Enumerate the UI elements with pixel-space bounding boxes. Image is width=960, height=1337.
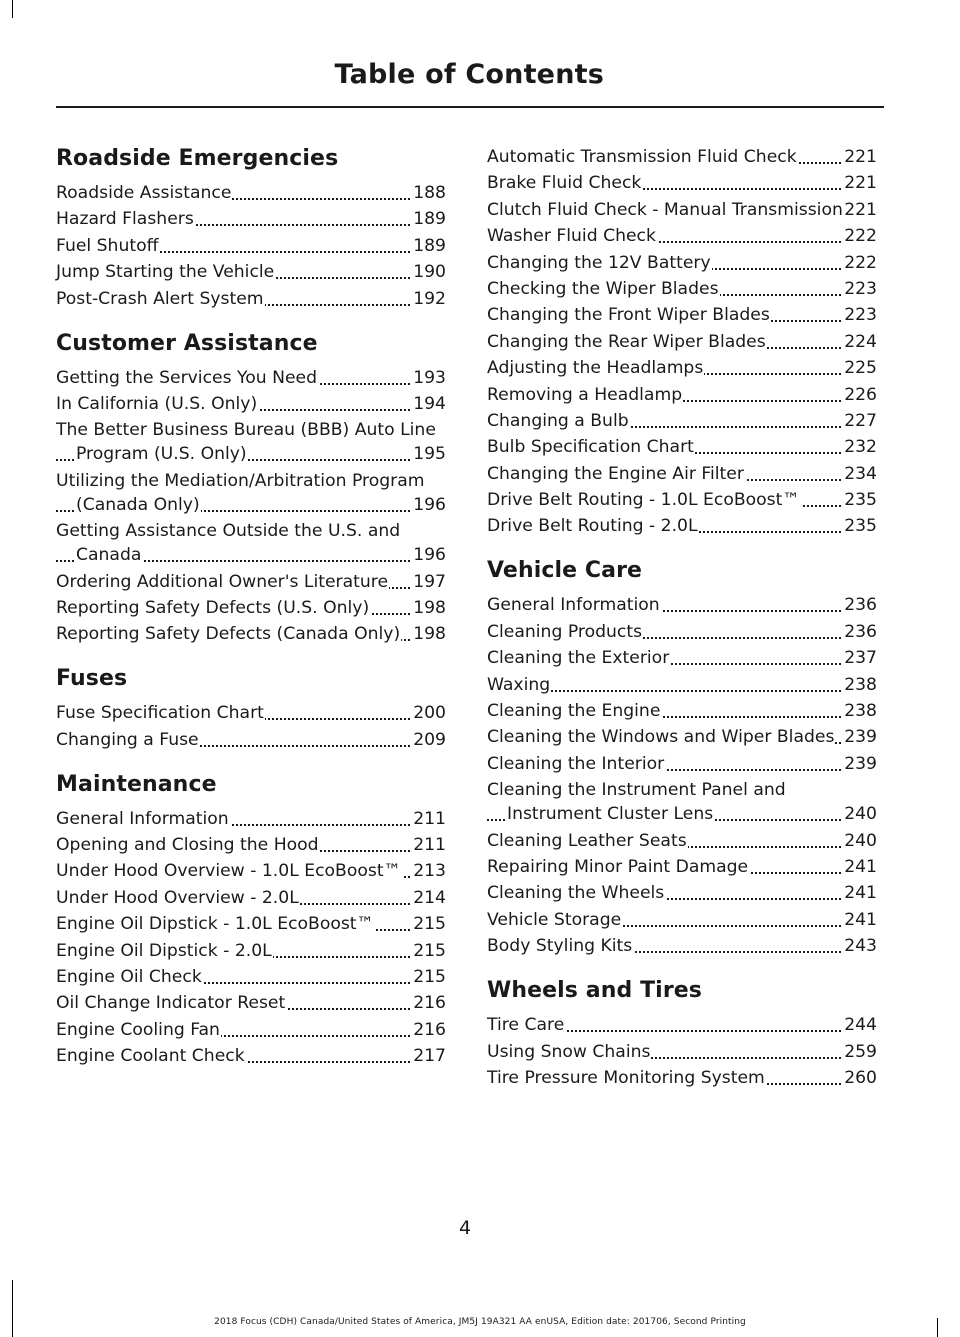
toc-entry-page: 224 bbox=[844, 331, 877, 352]
toc-entry-page: 240 bbox=[844, 804, 877, 825]
toc-entry-label: Opening and Closing the Hood bbox=[56, 835, 319, 856]
toc-entry-page: 238 bbox=[844, 674, 877, 695]
toc-entry-page: 189 bbox=[413, 235, 446, 256]
toc-entry[interactable] bbox=[56, 859, 446, 883]
toc-entry[interactable] bbox=[56, 833, 446, 857]
toc-entry[interactable] bbox=[487, 330, 877, 354]
toc-entry-label: Post-Crash Alert System bbox=[56, 288, 264, 309]
toc-entry[interactable] bbox=[487, 251, 877, 275]
toc-entry-page: 225 bbox=[844, 358, 877, 379]
toc-entry[interactable] bbox=[487, 778, 877, 826]
toc-entry[interactable] bbox=[487, 462, 877, 486]
toc-entry[interactable] bbox=[487, 356, 877, 380]
toc-entry[interactable] bbox=[487, 725, 877, 749]
toc-section bbox=[487, 557, 877, 958]
toc-entry-label: Under Hood Overview - 2.0L bbox=[56, 887, 299, 908]
section-heading: Fuses bbox=[56, 666, 128, 692]
toc-entry[interactable] bbox=[56, 469, 446, 517]
toc-entry-label: Hazard Flashers bbox=[56, 209, 194, 230]
toc-entry-page: 221 bbox=[844, 199, 877, 220]
toc-entry[interactable] bbox=[56, 418, 446, 466]
section-heading: Customer Assistance bbox=[56, 330, 318, 356]
toc-entry[interactable] bbox=[487, 855, 877, 879]
toc-entry-page: 241 bbox=[844, 883, 877, 904]
toc-entry-label: Cleaning the Exterior bbox=[487, 648, 670, 669]
toc-entry-label: Drive Belt Routing - 1.0L EcoBoost™ bbox=[487, 490, 800, 511]
toc-entry-page: 222 bbox=[844, 226, 877, 247]
toc-entry[interactable] bbox=[56, 701, 446, 725]
section-heading: Vehicle Care bbox=[487, 558, 643, 584]
toc-entry-page: 236 bbox=[844, 621, 877, 642]
toc-entry-label: Engine Cooling Fan bbox=[56, 1019, 220, 1040]
toc-entry-label: Washer Fluid Check bbox=[487, 226, 656, 247]
toc-entry-label: The Better Business Bureau (BBB) Auto Line Program (U.S. Only) bbox=[56, 420, 436, 465]
toc-entry-page: 189 bbox=[413, 209, 446, 230]
toc-entry-page: 222 bbox=[844, 252, 877, 273]
toc-entry[interactable] bbox=[487, 881, 877, 905]
toc-entry-page: 216 bbox=[413, 1019, 446, 1040]
toc-entry-page: 188 bbox=[413, 183, 446, 203]
toc-entry[interactable] bbox=[56, 207, 446, 231]
toc-entry[interactable] bbox=[56, 965, 446, 989]
toc-entry[interactable] bbox=[487, 1040, 877, 1064]
toc-entry-page: 215 bbox=[413, 940, 446, 961]
toc-entry-label: Getting Assistance Outside the U.S. and Canada bbox=[56, 521, 401, 566]
toc-entry-label: Fuse Specification Chart bbox=[56, 703, 264, 724]
toc-entry-label: General Information bbox=[56, 808, 229, 829]
toc-entry-label: Utilizing the Mediation/Arbitration Program (Canada Only) bbox=[56, 470, 425, 515]
toc-entry-label: Cleaning the Wheels bbox=[487, 883, 665, 904]
section-heading: Maintenance bbox=[56, 771, 217, 797]
toc-entry[interactable] bbox=[56, 991, 446, 1015]
toc-section bbox=[487, 977, 877, 1090]
toc-entry[interactable] bbox=[487, 1066, 877, 1090]
page-number: 4 bbox=[458, 1217, 472, 1239]
toc-entry-label: Cleaning the Instrument Panel and Instrument Cluster Lens bbox=[487, 780, 786, 825]
toc-entry[interactable] bbox=[487, 409, 877, 433]
toc-entry[interactable] bbox=[56, 519, 446, 567]
toc-entry[interactable] bbox=[487, 646, 877, 670]
toc-entry[interactable] bbox=[56, 234, 446, 258]
section-heading: Wheels and Tires bbox=[487, 978, 702, 1004]
toc-entry-page: 194 bbox=[413, 393, 446, 414]
toc-entry-page: 209 bbox=[413, 729, 446, 750]
toc-entry-page: 214 bbox=[413, 887, 446, 908]
toc-entry[interactable] bbox=[56, 622, 446, 646]
toc-entry-page: 217 bbox=[413, 1046, 446, 1067]
toc-entry-label: Changing the Engine Air Filter bbox=[487, 463, 744, 484]
toc-entry[interactable] bbox=[487, 673, 877, 697]
toc-entry-label: Engine Oil Check bbox=[56, 967, 202, 988]
toc-entry-page: 243 bbox=[844, 936, 877, 957]
toc-entry-label: Reporting Safety Defects (U.S. Only) bbox=[56, 597, 370, 618]
toc-section bbox=[56, 330, 446, 647]
toc-entry[interactable] bbox=[56, 366, 446, 390]
toc-entry[interactable] bbox=[487, 934, 877, 958]
toc-entry-label: Repairing Minor Paint Damage bbox=[487, 856, 749, 877]
toc-entry-label: Waxing bbox=[487, 674, 551, 695]
toc-entry-label: General Information bbox=[487, 595, 660, 616]
toc-entry-page: 260 bbox=[844, 1067, 877, 1088]
toc-entry[interactable] bbox=[56, 1018, 446, 1042]
toc-entry-page: 190 bbox=[413, 262, 446, 283]
toc-section bbox=[56, 145, 446, 311]
toc-entry-label: Changing a Bulb bbox=[487, 410, 629, 431]
toc-entry-page: 196 bbox=[413, 494, 446, 515]
toc-entry-label: Engine Oil Dipstick - 2.0L bbox=[56, 940, 272, 961]
toc-entry-page: 239 bbox=[844, 753, 877, 774]
toc-entry[interactable] bbox=[487, 198, 877, 222]
toc-entry-page: 195 bbox=[413, 444, 446, 465]
toc-entry-label: Getting the Services You Need bbox=[56, 367, 318, 388]
toc-entry[interactable] bbox=[487, 620, 877, 644]
header-rule bbox=[56, 106, 884, 108]
toc-entry-page: 198 bbox=[413, 597, 446, 618]
toc-entry-label: Checking the Wiper Blades bbox=[487, 278, 719, 299]
toc-entry-page: 216 bbox=[413, 993, 446, 1014]
toc-entry-page: 200 bbox=[413, 703, 446, 724]
toc-entry-page: 259 bbox=[844, 1041, 877, 1062]
toc-entry-page: 235 bbox=[844, 516, 877, 537]
toc-entry-page: 239 bbox=[844, 727, 877, 748]
toc-entry-label: Engine Oil Dipstick - 1.0L EcoBoost™ bbox=[56, 914, 374, 935]
toc-entry[interactable] bbox=[56, 260, 446, 284]
toc-entry[interactable] bbox=[487, 908, 877, 932]
toc-entry-page: 235 bbox=[844, 490, 877, 511]
toc-entry[interactable] bbox=[487, 488, 877, 512]
toc-entry[interactable] bbox=[56, 912, 446, 936]
toc-entry[interactable] bbox=[487, 383, 877, 407]
toc-entry[interactable] bbox=[487, 145, 877, 169]
toc-entry-page: 237 bbox=[844, 648, 877, 669]
toc-entry-label: Reporting Safety Defects (Canada Only) bbox=[56, 624, 401, 645]
toc-entry-page: 221 bbox=[844, 147, 877, 167]
toc-entry-label: Automatic Transmission Fluid Check bbox=[487, 147, 797, 167]
toc-entry-label: In California (U.S. Only) bbox=[56, 393, 258, 414]
toc-entry[interactable] bbox=[56, 807, 446, 831]
toc-entry-label: Adjusting the Headlamps bbox=[487, 358, 704, 379]
toc-entry-label: Changing a Fuse bbox=[56, 729, 199, 750]
toc-entry[interactable] bbox=[487, 514, 877, 538]
toc-entry-label: Cleaning the Engine bbox=[487, 701, 661, 722]
toc-entry[interactable] bbox=[56, 287, 446, 311]
toc-section bbox=[56, 771, 446, 1069]
toc-entry[interactable] bbox=[56, 1044, 446, 1068]
toc-entry[interactable] bbox=[487, 224, 877, 248]
toc-entry[interactable] bbox=[56, 886, 446, 910]
toc-entry-page: 193 bbox=[413, 367, 446, 388]
toc-entry-page: 232 bbox=[844, 437, 877, 458]
toc-entry-label: Roadside Assistance bbox=[56, 183, 232, 203]
toc-entry[interactable] bbox=[487, 752, 877, 776]
toc-entry-page: 198 bbox=[413, 624, 446, 645]
section-heading: Roadside Emergencies bbox=[56, 146, 339, 171]
toc-entry-label: Bulb Specification Chart bbox=[487, 437, 694, 458]
toc-entry-page: 234 bbox=[844, 463, 877, 484]
toc-entry-page: 215 bbox=[413, 914, 446, 935]
toc-right-column bbox=[487, 145, 877, 1109]
toc-entry-page: 241 bbox=[844, 909, 877, 930]
toc-entry-label: Cleaning the Interior bbox=[487, 753, 665, 774]
toc-entry-label: Tire Pressure Monitoring System bbox=[487, 1067, 765, 1088]
toc-entry-label: Tire Care bbox=[487, 1015, 565, 1036]
toc-entry-label: Body Styling Kits bbox=[487, 936, 633, 957]
toc-entry[interactable] bbox=[56, 181, 446, 205]
toc-entry-page: 241 bbox=[844, 856, 877, 877]
toc-entry-label: Under Hood Overview - 1.0L EcoBoost™ bbox=[56, 861, 401, 882]
toc-entry-label: Engine Coolant Check bbox=[56, 1046, 245, 1067]
toc-entry[interactable] bbox=[487, 829, 877, 853]
toc-entry-label: Changing the Front Wiper Blades bbox=[487, 305, 770, 326]
toc-entry[interactable] bbox=[487, 593, 877, 617]
toc-entry[interactable] bbox=[487, 277, 877, 301]
toc-entry-page: 226 bbox=[844, 384, 877, 405]
toc-entry[interactable] bbox=[487, 171, 877, 195]
toc-section bbox=[487, 145, 877, 538]
toc-entry-label: Cleaning Leather Seats bbox=[487, 830, 687, 851]
toc-entry-label: Drive Belt Routing - 2.0L bbox=[487, 516, 698, 537]
crop-mark-bottom-left bbox=[12, 1280, 13, 1337]
toc-entry-page: 213 bbox=[413, 861, 446, 882]
toc-left-column bbox=[56, 145, 446, 1087]
toc-entry-page: 244 bbox=[844, 1015, 877, 1036]
toc-entry-page: 196 bbox=[413, 545, 446, 566]
toc-entry-label: Changing the 12V Battery bbox=[487, 252, 711, 273]
toc-entry[interactable] bbox=[487, 699, 877, 723]
toc-entry-page: 221 bbox=[844, 173, 877, 194]
toc-entry-page: 215 bbox=[413, 967, 446, 988]
toc-entry-label: Jump Starting the Vehicle bbox=[56, 262, 275, 283]
toc-entry-label: Clutch Fluid Check - Manual Transmission bbox=[487, 199, 843, 220]
toc-entry-page: 236 bbox=[844, 595, 877, 616]
toc-entry-label: Cleaning the Windows and Wiper Blades bbox=[487, 727, 835, 748]
toc-entry-page: 211 bbox=[413, 808, 446, 829]
toc-entry-label: Vehicle Storage bbox=[487, 909, 622, 930]
toc-entry[interactable] bbox=[56, 728, 446, 752]
toc-entry-label: Ordering Additional Owner's Literature bbox=[56, 571, 389, 592]
toc-entry-page: 227 bbox=[844, 410, 877, 431]
toc-entry-label: Fuel Shutoff bbox=[56, 235, 159, 256]
toc-entry-page: 240 bbox=[844, 830, 877, 851]
toc-entry-page: 223 bbox=[844, 278, 877, 299]
page-title: Table of Contents bbox=[334, 59, 604, 90]
toc-entry-label: Using Snow Chains bbox=[487, 1041, 651, 1062]
toc-entry[interactable] bbox=[487, 1013, 877, 1037]
edition-footer: 2018 Focus (CDH) Canada/United States of America, JM5J 19A321 AA enUSA, Edition date: 201706, Second Printing bbox=[214, 1317, 746, 1327]
toc-entry[interactable] bbox=[487, 435, 877, 459]
toc-entry[interactable] bbox=[56, 392, 446, 416]
toc-entry-page: 197 bbox=[413, 571, 446, 592]
toc-entry-label: Oil Change Indicator Reset bbox=[56, 993, 286, 1014]
toc-entry[interactable] bbox=[56, 596, 446, 620]
toc-entry-page: 211 bbox=[413, 835, 446, 856]
toc-entry-label: Removing a Headlamp bbox=[487, 384, 683, 405]
crop-mark-top-left bbox=[12, 0, 13, 18]
toc-entry[interactable] bbox=[56, 570, 446, 594]
toc-entry-page: 238 bbox=[844, 701, 877, 722]
toc-entry-label: Cleaning Products bbox=[487, 621, 643, 642]
toc-entry-page: 192 bbox=[413, 288, 446, 309]
toc-entry[interactable] bbox=[56, 939, 446, 963]
toc-entry-label: Changing the Rear Wiper Blades bbox=[487, 331, 766, 352]
toc-section bbox=[56, 665, 446, 751]
toc-entry-page: 223 bbox=[844, 305, 877, 326]
toc-entry[interactable] bbox=[487, 303, 877, 327]
toc-entry-label: Brake Fluid Check bbox=[487, 173, 642, 194]
